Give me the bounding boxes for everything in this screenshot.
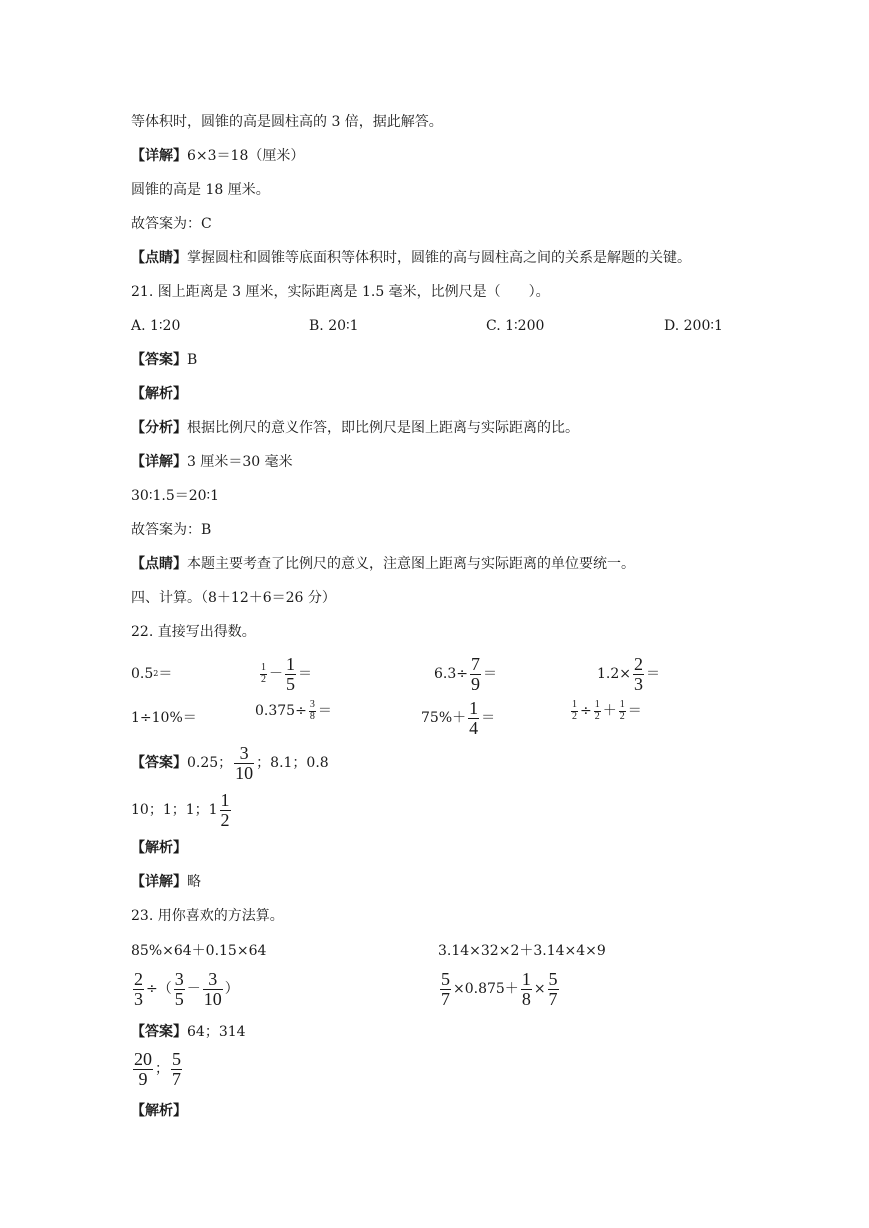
text: 3 厘米＝30 毫米	[187, 454, 293, 470]
denominator: 3	[134, 988, 143, 1009]
expr-2	[258, 655, 312, 694]
tag: 【点睛】	[131, 250, 187, 266]
calc-4	[438, 970, 561, 1009]
detail-line	[131, 872, 201, 892]
text-line: 故答案为：C	[131, 216, 212, 232]
text: 10；1；1；1	[131, 802, 218, 819]
detail-line	[131, 452, 293, 472]
fraction	[133, 1050, 153, 1089]
fraction	[220, 791, 231, 830]
text: 1÷10%＝	[131, 710, 197, 726]
denominator: 8	[309, 710, 315, 722]
numerator: 1	[521, 969, 531, 989]
tag: 【答案】	[131, 1024, 187, 1040]
eq: ＝	[646, 666, 660, 683]
answer-line	[131, 350, 197, 370]
denominator: 10	[203, 988, 222, 1009]
option-c: C. 1∶200	[486, 318, 545, 334]
expr-4	[597, 655, 660, 694]
paren: ）	[224, 981, 239, 998]
text: 本题主要考查了比例尺的意义，注意图上距离与实际距离的单位要统一。	[187, 556, 635, 572]
text: 6.3÷	[434, 666, 468, 683]
answer-line	[131, 1022, 246, 1042]
calc-1	[131, 941, 266, 961]
text: 64；314	[187, 1024, 246, 1040]
fraction	[548, 970, 559, 1009]
fraction	[174, 970, 185, 1009]
op: ×	[533, 981, 546, 998]
denominator: 8	[521, 988, 531, 1009]
fraction	[633, 655, 644, 694]
numerator: 20	[134, 1049, 152, 1069]
tag: 【详解】	[131, 454, 187, 470]
op: －	[269, 666, 283, 683]
answer-22-row2	[131, 791, 233, 830]
fraction	[619, 700, 626, 722]
eq: ＝	[317, 703, 332, 719]
denominator: 3	[634, 673, 643, 694]
denominator: 5	[286, 673, 295, 694]
numerator: 3	[309, 699, 315, 710]
expr-6	[255, 700, 332, 722]
text: 掌握圆柱和圆锥等底面积等体积时，圆锥的高与圆柱高之间的关系是解题的关键。	[187, 250, 691, 266]
numerator: 3	[239, 743, 249, 763]
denominator: 9	[138, 1068, 148, 1089]
text: 1.2×	[597, 666, 631, 683]
text: 略	[187, 874, 201, 890]
expr-1	[131, 664, 172, 684]
tag: 【答案】	[131, 755, 187, 772]
fraction	[440, 970, 451, 1009]
question-21: 21. 图上距离是 3 厘米，实际距离是 1.5 毫米，比例尺是（ ）。	[131, 284, 550, 300]
exponent: 2	[153, 669, 159, 678]
calc-3	[131, 970, 239, 1009]
option-b: B. 20∶1	[309, 318, 359, 334]
fraction	[133, 970, 144, 1009]
tag: 【详解】	[131, 148, 187, 164]
text: ；8.1；0.8	[256, 755, 329, 772]
denominator: 5	[174, 988, 184, 1009]
tag: 【详解】	[131, 874, 187, 890]
numerator: 7	[471, 654, 480, 674]
denominator: 2	[594, 710, 600, 722]
fraction	[234, 744, 254, 783]
text-line: 故答案为：B	[131, 522, 212, 538]
denominator: 2	[261, 673, 266, 685]
tag: 【点睛】	[131, 556, 187, 572]
denominator: 2	[220, 809, 230, 830]
text: B	[187, 352, 198, 368]
expr-8	[569, 700, 642, 722]
numerator: 3	[174, 969, 184, 989]
fraction	[470, 655, 481, 694]
fraction	[285, 655, 296, 694]
section-heading: 四、计算。（8＋12＋6＝26 分）	[131, 590, 336, 606]
denominator: 9	[471, 673, 480, 694]
text: 0.25；	[187, 755, 233, 772]
expr-3	[434, 655, 497, 694]
numerator: 5	[548, 969, 558, 989]
eq: ＝	[158, 666, 173, 682]
text-line: 等体积时，圆锥的高是圆柱高的 3 倍，据此解答。	[131, 114, 443, 130]
numerator: 1	[619, 699, 625, 710]
numerator: 2	[134, 969, 143, 989]
text: 根据比例尺的意义作答，即比例尺是图上距离与实际距离的比。	[187, 420, 579, 436]
numerator: 3	[208, 969, 218, 989]
numerator: 1	[286, 654, 295, 674]
op: ÷	[146, 981, 158, 998]
answer-22-row1	[131, 744, 329, 783]
text: 85%×64＋0.15×64	[131, 943, 267, 959]
option-d: D. 200∶1	[664, 318, 723, 334]
num: 0.5	[131, 666, 154, 682]
text: 0.375÷	[255, 703, 307, 719]
eq: ＝	[483, 666, 497, 683]
jiexi-heading: 【解析】	[131, 1103, 187, 1119]
text: 75%＋	[421, 710, 467, 727]
fraction	[171, 1050, 182, 1089]
calc-2	[438, 941, 606, 961]
numerator: 1	[469, 698, 479, 718]
detail-line	[131, 146, 304, 166]
op: ＋	[602, 703, 617, 719]
text-line: 圆锥的高是 18 厘米。	[131, 182, 270, 198]
tag: 【分析】	[131, 420, 187, 436]
denominator: 2	[572, 710, 577, 722]
denominator: 7	[172, 1068, 181, 1089]
text: 3.14×32×2＋3.14×4×9	[438, 943, 606, 959]
answer-23-row2	[131, 1050, 184, 1089]
denominator: 10	[235, 762, 254, 783]
numerator: 1	[220, 790, 230, 810]
jiexi-heading: 【解析】	[131, 386, 187, 402]
fraction	[309, 700, 316, 722]
denominator: 2	[619, 710, 625, 722]
text: 6×3＝18（厘米）	[187, 148, 305, 164]
eq: ＝	[627, 703, 642, 719]
text-line: 30∶1.5＝20∶1	[131, 488, 220, 504]
text: ×0.875＋	[453, 981, 519, 998]
op: －	[186, 981, 201, 998]
jiexi-heading: 【解析】	[131, 840, 187, 856]
fraction	[594, 700, 601, 722]
numerator: 1	[261, 662, 266, 674]
sep: ；	[155, 1061, 169, 1078]
numerator: 2	[634, 654, 643, 674]
denominator: 4	[469, 717, 479, 738]
paren: （	[157, 981, 172, 998]
dianjing-line	[131, 554, 635, 574]
expr-5	[131, 708, 197, 728]
numerator: 5	[441, 969, 450, 989]
fraction	[468, 699, 479, 738]
fenxi-line	[131, 418, 579, 438]
dianjing-line	[131, 248, 691, 268]
numerator: 5	[172, 1049, 181, 1069]
fraction	[571, 700, 578, 722]
fraction	[203, 970, 223, 1009]
eq: ＝	[481, 710, 496, 727]
option-a: A. 1∶20	[131, 318, 181, 334]
expr-7	[421, 699, 495, 738]
fraction	[260, 663, 267, 685]
denominator: 7	[441, 988, 450, 1009]
tag: 【答案】	[131, 352, 187, 368]
denominator: 7	[548, 988, 558, 1009]
op: ÷	[580, 703, 592, 719]
numerator: 1	[572, 699, 577, 710]
question-23: 23. 用你喜欢的方法算。	[131, 908, 284, 924]
numerator: 1	[594, 699, 600, 710]
question-22: 22. 直接写出得数。	[131, 624, 256, 640]
fraction	[521, 970, 532, 1009]
eq: ＝	[298, 666, 312, 683]
